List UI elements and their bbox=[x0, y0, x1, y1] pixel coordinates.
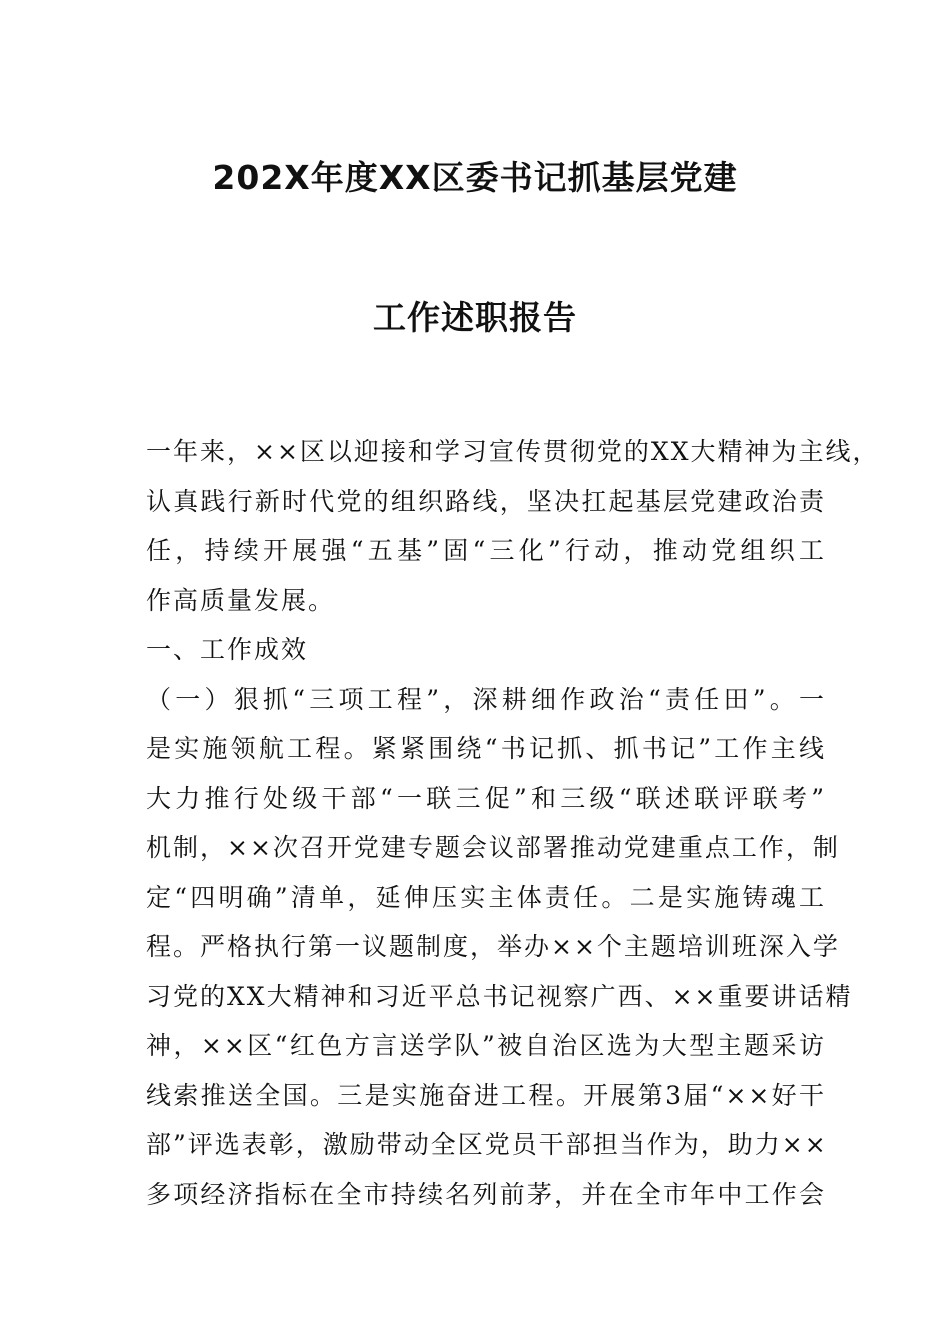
body-line: 作高质量发展。 bbox=[146, 585, 336, 615]
document-body bbox=[146, 427, 880, 1219]
section-heading: 一、工作成效 bbox=[146, 635, 309, 664]
body-line: 定“四明确”清单，延伸压实主体责任。二是实施铸魂工 bbox=[146, 882, 826, 912]
body-line: 程。严格执行第一议题制度，举办××个主题培训班深入学 bbox=[146, 932, 840, 961]
document-title-line-1: 202X年度XX区委书记抓基层党建 bbox=[212, 158, 738, 197]
body-line: 认真践行新时代党的组织路线，坚决扛起基层党建政治责 bbox=[146, 486, 826, 516]
body-line: （一）狠抓“三项工程”，深耕细作政治“责任田”。一 bbox=[146, 684, 826, 714]
body-line: 一年来，××区以迎接和学习宣传贯彻党的XX大精神为主线， bbox=[146, 437, 880, 466]
body-line: 大力推行处级干部“一联三促”和三级“联述联评联考” bbox=[146, 783, 826, 813]
body-line: 任，持续开展强“五基”固“三化”行动，推动党组织工 bbox=[146, 536, 826, 565]
body-line: 机制，××次召开党建专题会议部署推动党建重点工作，制 bbox=[146, 833, 840, 862]
document-title-line-2: 工作述职报告 bbox=[373, 298, 577, 337]
body-line: 是实施领航工程。紧紧围绕“书记抓、抓书记”工作主线 bbox=[146, 734, 826, 763]
body-line: 多项经济指标在全市持续名列前茅，并在全市年中工作会 bbox=[146, 1179, 826, 1209]
body-line: 神，××区“红色方言送学队”被自治区选为大型主题采访 bbox=[146, 1031, 826, 1060]
body-line: 习党的XX大精神和习近平总书记视察广西、××重要讲话精 bbox=[146, 981, 853, 1011]
body-line: 线索推送全国。三是实施奋进工程。开展第3届“××好干 bbox=[146, 1080, 826, 1110]
body-line: 部”评选表彰，激励带动全区党员干部担当作为，助力×× bbox=[146, 1130, 828, 1159]
